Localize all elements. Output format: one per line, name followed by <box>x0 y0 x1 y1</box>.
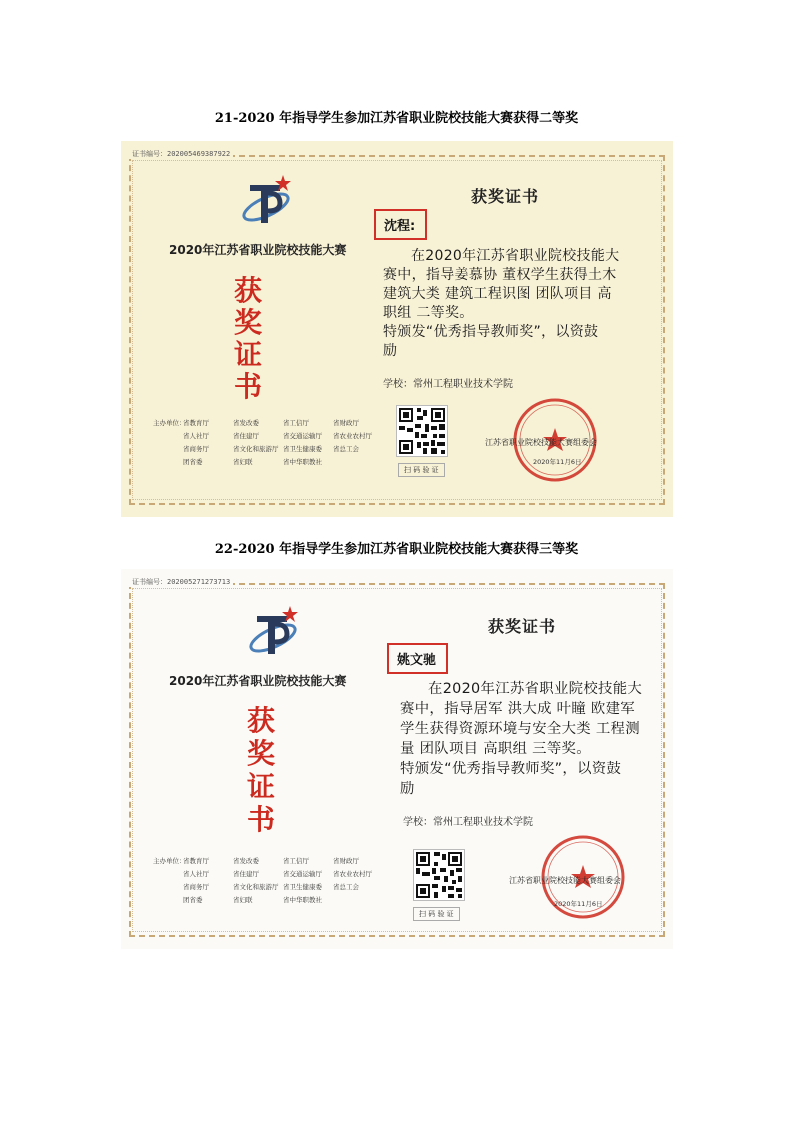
organizers-row <box>153 456 383 469</box>
certificate-heading: 获奖证书 <box>488 617 557 636</box>
organizers-list <box>153 417 383 469</box>
caption-second-award: 22-2020 年指导学生参加江苏省职业院校技能大赛获得三等奖 <box>214 542 579 557</box>
organizer: 省人社厅 <box>183 870 209 878</box>
organizers-row <box>153 894 383 907</box>
organizer: 省文化和旅游厅 <box>233 883 279 891</box>
big-char-zheng: 证 <box>234 338 263 371</box>
body-line: 赛中，指导居军 洪大成 叶瞳 欧建军 <box>400 701 635 717</box>
organizer: 省中华职教社 <box>283 896 322 904</box>
big-char-shu: 书 <box>234 370 263 403</box>
body-line: 建筑大类 建筑工程识图 团队项目 高 <box>383 286 612 302</box>
certificate-body <box>383 247 645 361</box>
big-char-huo: 获 <box>247 704 276 737</box>
qr-code-icon <box>396 405 448 457</box>
big-char-huo: 获 <box>234 274 263 307</box>
organizer: 省总工会 <box>333 883 359 891</box>
certificate-heading: 获奖证书 <box>471 187 540 206</box>
organizer: 省文化和旅游厅 <box>233 445 279 453</box>
body-line: 在2020年江苏省职业院校技能大 <box>428 681 643 697</box>
big-char-jiang: 奖 <box>247 737 276 770</box>
competition-title: 2020年江苏省职业院校技能大赛 <box>169 674 347 688</box>
certificate-number: 证书编号：2020054693879​22 <box>129 149 233 159</box>
competition-logo-icon <box>236 171 296 231</box>
issue-date: 2020年11月6日 <box>554 900 603 908</box>
recipient-name-box: 沈程: <box>374 209 427 240</box>
certificate-third-prize <box>121 569 673 949</box>
body-line: 职组 二等奖。 <box>383 305 474 321</box>
organizer: 省妇联 <box>233 896 253 904</box>
organizers-row <box>153 417 383 430</box>
caption-first-award: 21-2020 年指导学生参加江苏省职业院校技能大赛获得二等奖 <box>214 111 579 126</box>
organizer: 省中华职教社 <box>283 458 322 466</box>
organizer: 省住建厅 <box>233 870 259 878</box>
organizers-row <box>153 868 383 881</box>
school-line: 学校：常州工程职业技术学院 <box>383 379 513 390</box>
organizer: 省交通运输厅 <box>283 870 322 878</box>
competition-logo-icon <box>243 602 303 662</box>
school-line: 学校：常州工程职业技术学院 <box>403 817 533 828</box>
organizer: 省发改委 <box>233 857 259 865</box>
organizer: 省人社厅 <box>183 432 209 440</box>
organizers-lead: 主办单位： <box>153 419 186 427</box>
organizer: 团省委 <box>183 458 203 466</box>
body-line: 赛中，指导姜慕协 董权学生获得土木 <box>383 267 617 283</box>
organizer: 省住建厅 <box>233 432 259 440</box>
organizer: 省发改委 <box>233 419 259 427</box>
certificate-number: 证书编号：2020052712737​13 <box>129 577 233 587</box>
body-line: 特颁发“优秀指导教师奖”，以资鼓 <box>383 324 599 340</box>
big-char-zheng: 证 <box>247 770 276 803</box>
organizers-row <box>153 430 383 443</box>
recipient-name-box: 姚文驰 <box>387 643 448 674</box>
body-line: 励 <box>383 343 398 359</box>
organizers-row <box>153 443 383 456</box>
organizers-row <box>153 881 383 894</box>
organizer: 省商务厅 <box>183 445 209 453</box>
organizer: 省教育厅 <box>183 857 209 865</box>
organizing-committee: 江苏省职业院校技能大赛组委会 <box>509 876 621 885</box>
organizing-committee: 江苏省职业院校技能大赛组委会 <box>485 438 597 447</box>
body-line: 特颁发“优秀指导教师奖”，以资鼓 <box>400 761 622 777</box>
organizer: 省总工会 <box>333 445 359 453</box>
organizer: 省农业农村厅 <box>333 432 372 440</box>
body-line: 在2020年江苏省职业院校技能大 <box>411 248 620 264</box>
organizer: 省农业农村厅 <box>333 870 372 878</box>
organizer: 省财政厅 <box>333 419 359 427</box>
big-char-shu: 书 <box>247 803 276 836</box>
competition-title: 2020年江苏省职业院校技能大赛 <box>169 243 347 257</box>
organizer: 省财政厅 <box>333 857 359 865</box>
organizer: 省工信厅 <box>283 857 309 865</box>
organizer: 省妇联 <box>233 458 253 466</box>
issue-date: 2020年11月6日 <box>533 458 582 466</box>
body-line: 量 团队项目 高职组 三等奖。 <box>400 741 591 757</box>
scan-verify-label: 扫 码 验 证 <box>398 463 445 477</box>
certificate-body <box>400 679 662 799</box>
organizers-list <box>153 855 383 907</box>
organizers-row <box>153 855 383 868</box>
organizer: 省卫生健康委 <box>283 883 322 891</box>
big-char-jiang: 奖 <box>234 306 263 339</box>
qr-code-icon <box>413 849 465 901</box>
organizers-lead: 主办单位： <box>153 857 186 865</box>
body-line: 学生获得资源环境与安全大类 工程测 <box>400 721 640 737</box>
organizer: 省商务厅 <box>183 883 209 891</box>
organizer: 省卫生健康委 <box>283 445 322 453</box>
organizer: 省工信厅 <box>283 419 309 427</box>
organizer: 省教育厅 <box>183 419 209 427</box>
scan-verify-label: 扫 码 验 证 <box>413 907 460 921</box>
body-line: 励 <box>400 781 415 797</box>
organizer: 省交通运输厅 <box>283 432 322 440</box>
organizer: 团省委 <box>183 896 203 904</box>
certificate-second-prize <box>121 141 673 517</box>
